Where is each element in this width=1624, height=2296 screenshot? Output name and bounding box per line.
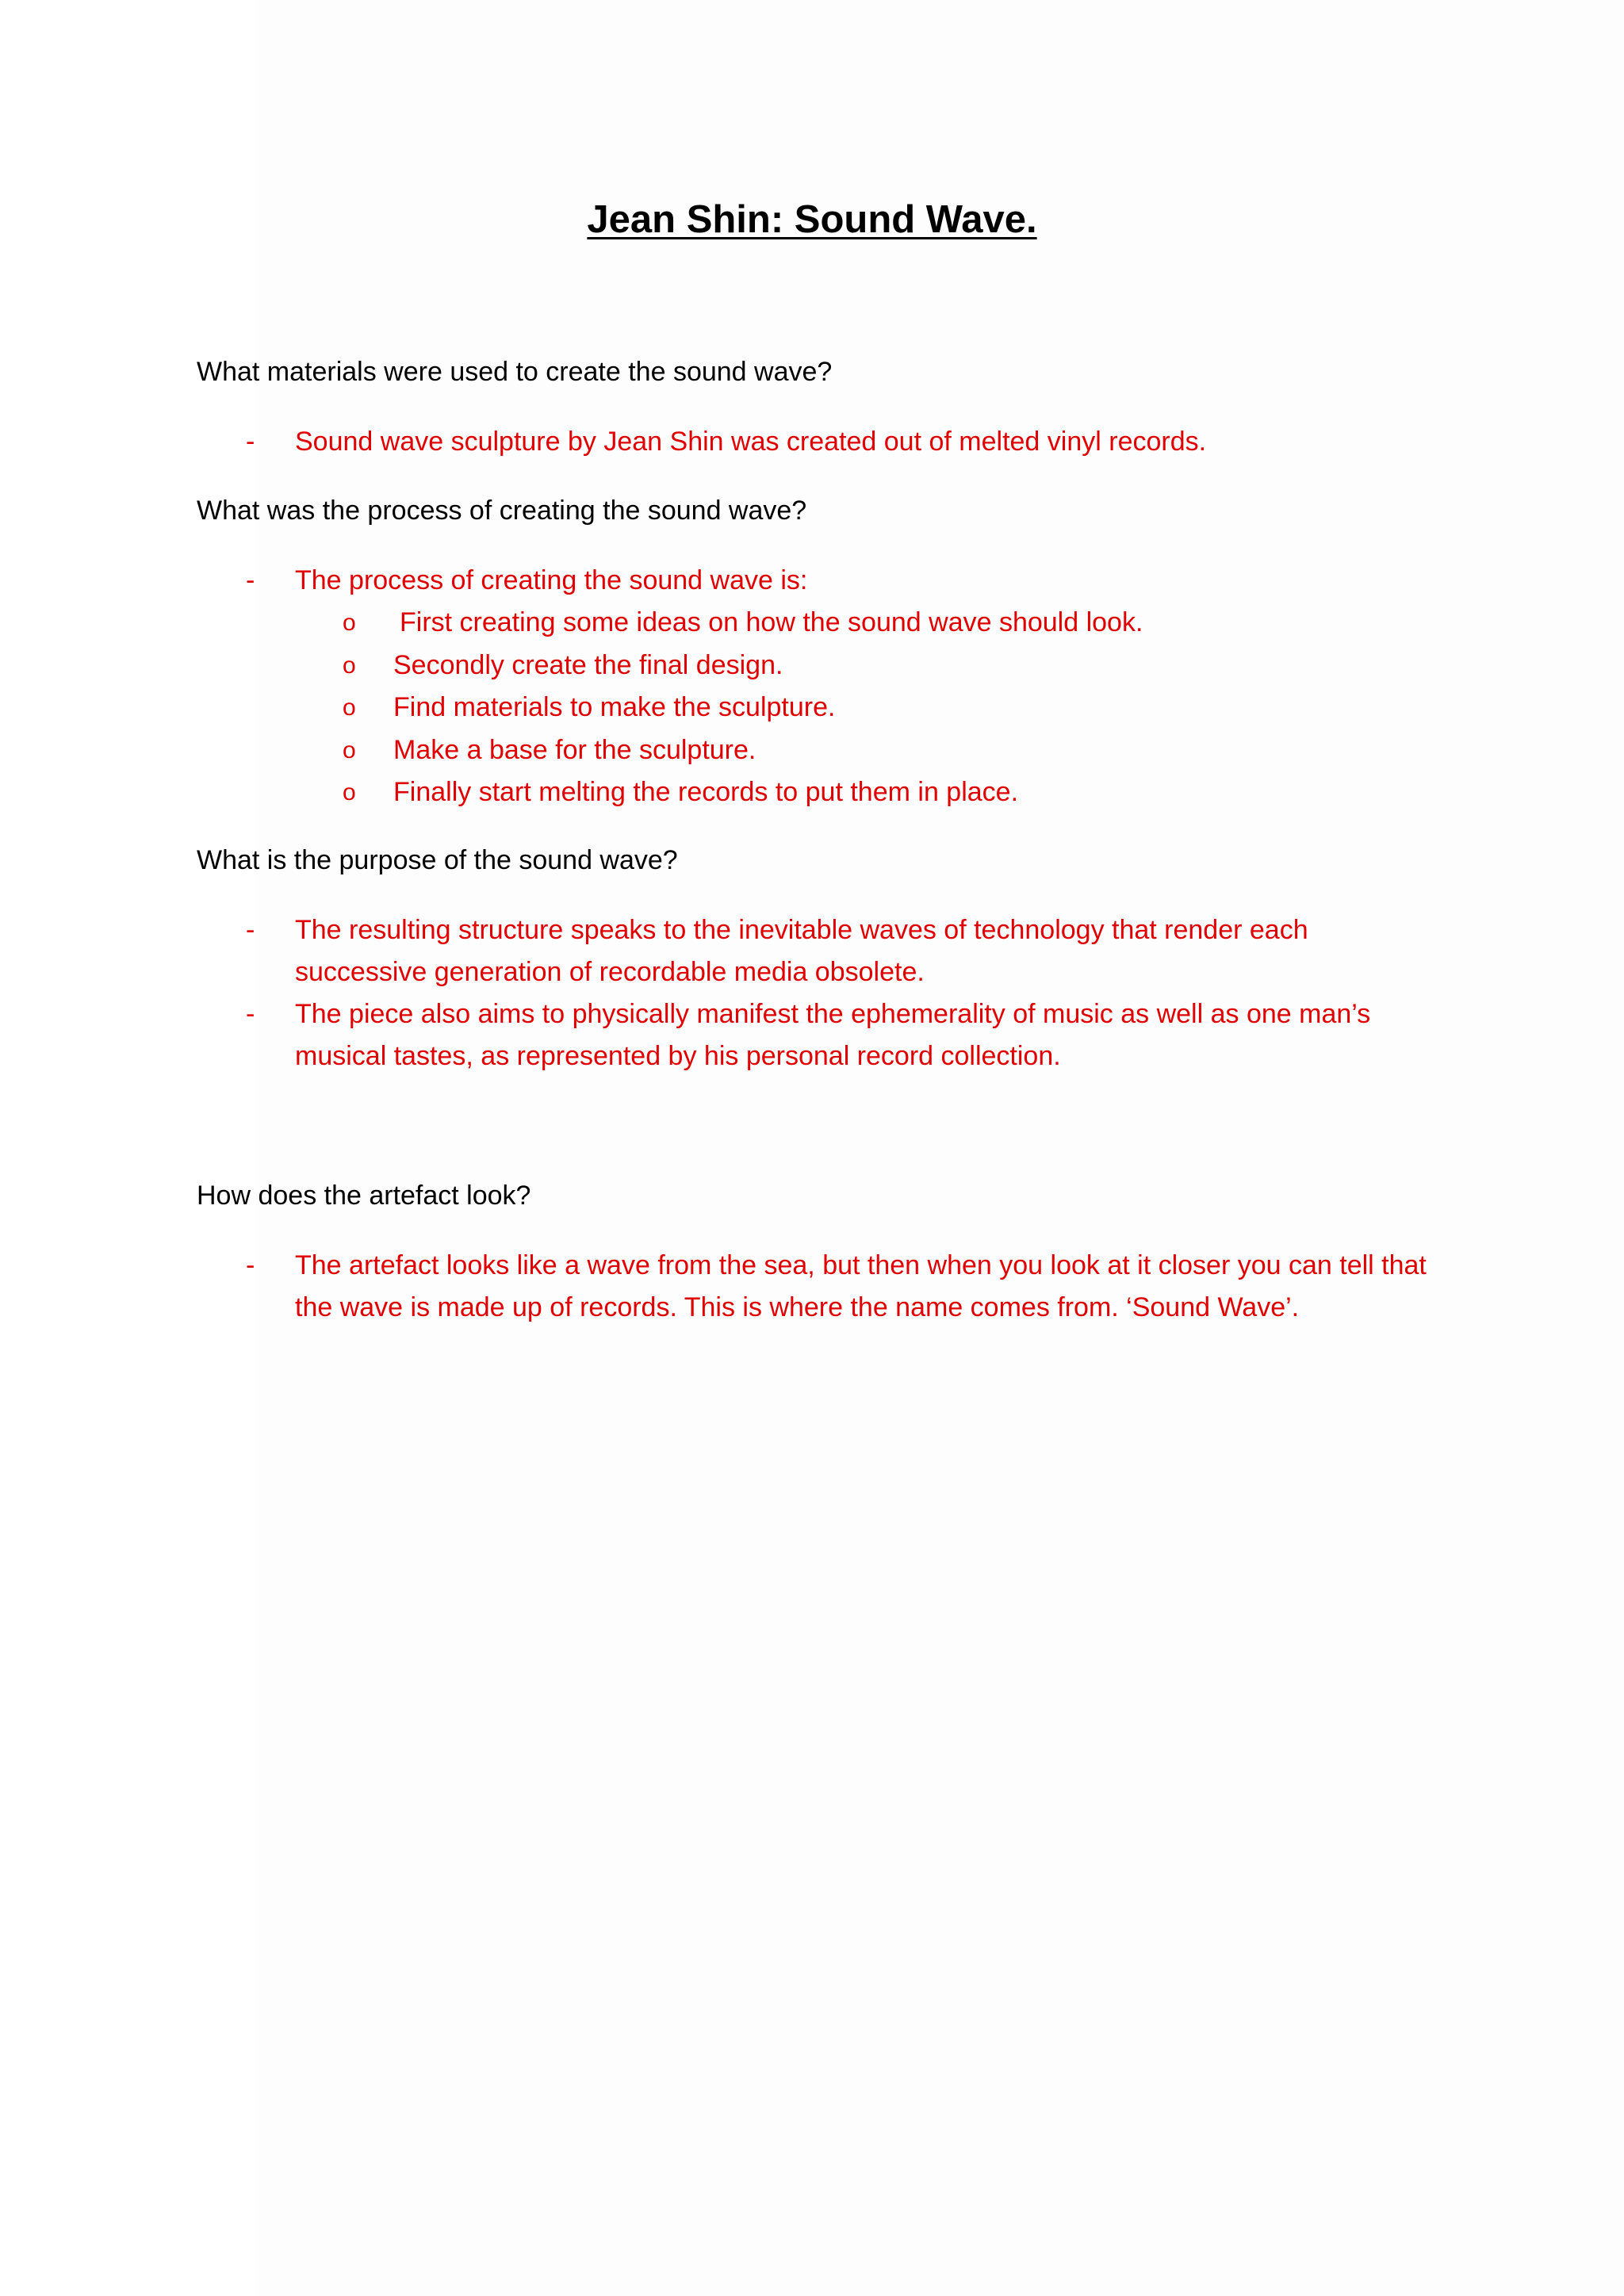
answer-text: The resulting structure speaks to the inevitable waves of technology that render each successive generation of recordable media obsolete. (295, 915, 1308, 987)
dash-marker: - (246, 915, 255, 945)
list-item (343, 729, 1453, 772)
circle-bullet-icon: o (343, 652, 356, 679)
question-appearance: How does the artefact look? (197, 1181, 531, 1211)
question-materials: What materials were used to create the sound wave? (197, 357, 833, 387)
list-item (343, 687, 1453, 729)
list-item (343, 771, 1453, 814)
answer-materials (246, 421, 1435, 463)
question-process: What was the process of creating the sound wave? (197, 496, 807, 526)
list-item-text: Secondly create the final design. (393, 649, 783, 680)
question-purpose: What is the purpose of the sound wave? (197, 845, 678, 875)
dash-marker: - (246, 999, 255, 1029)
answer-process-intro (246, 560, 1435, 602)
dash-marker: - (246, 427, 255, 457)
list-item (343, 645, 1453, 687)
list-item (343, 602, 1453, 645)
circle-bullet-icon: o (343, 779, 356, 806)
list-item-text: First creating some ideas on how the sound wave should look. (400, 607, 1143, 637)
answer-text: The artefact looks like a wave from the sea, but then when you look at it closer you can tell that the wave is made up of records. This is where the name comes from. ‘Sound Wave’. (295, 1250, 1427, 1322)
circle-bullet-icon: o (343, 610, 356, 636)
process-steps-list (343, 602, 1453, 814)
list-item-text: Make a base for the sculpture. (393, 734, 756, 765)
circle-bullet-icon: o (343, 737, 356, 763)
list-item-text: Finally start melting the records to put them in place. (393, 777, 1019, 807)
answer-text: Sound wave sculpture by Jean Shin was created out of melted vinyl records. (295, 427, 1207, 457)
list-item-text: Find materials to make the sculpture. (393, 692, 836, 722)
answer-appearance (246, 1245, 1435, 1329)
dash-marker: - (246, 565, 255, 595)
dash-marker: - (246, 1250, 255, 1280)
answer-text: The process of creating the sound wave is: (295, 565, 808, 595)
circle-bullet-icon: o (343, 695, 356, 721)
answer-purpose-1 (246, 909, 1435, 993)
answer-purpose-2 (246, 993, 1435, 1077)
answer-text: The piece also aims to physically manifest the ephemerality of music as well as one man’s musical tastes, as represented by his personal record collection. (295, 999, 1371, 1071)
page-title: Jean Shin: Sound Wave. (587, 198, 1037, 241)
